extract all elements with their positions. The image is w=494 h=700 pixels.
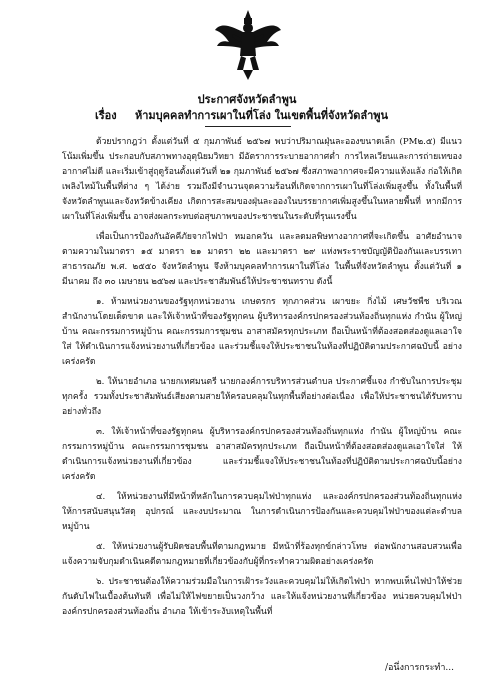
- subject-label: เรื่อง: [95, 109, 117, 122]
- paragraph-item-5: ๕. ให้หน่วยงานผู้รับผิดชอบพื้นที่ตามกฎหมาย มีหน้าที่ร้องทุกข์กล่าวโทษ ต่อพนักงานสอบสวนเพื่อแจ้งความจับกุมดำเนินคดีตามกฎหมายที่เกี่ยวข้องกับผู้ที่กระทำความผิดอย่างเคร่งครัด: [62, 542, 462, 567]
- paragraph-item-6: ๖. ประชาชนต้องให้ความร่วมมือในการเฝ้าระวังและควบคุมไม่ให้เกิดไฟป่า หากพบเห็นไฟป่าให้ช่วยกันดับไฟในเบื้องต้นทันที เพื่อไม่ให้ไฟขยายเป็นวงกว้าง และให้แจ้งหน่วยงานที่เกี่ยวข้อง หน่วยควบคุมไฟป่า องค์กรปกครองส่วนท้องถิ่น อำเภอ ให้เข้าระงับเหตุในพื้นที่: [62, 577, 462, 617]
- subject-text: ห้ามบุคคลทำการเผาในที่โล่ง ในเขตพื้นที่จังหวัดลำพูน: [135, 109, 389, 122]
- document-title: ประกาศจังหวัดลำพูน: [197, 93, 297, 106]
- continuation-note: /อนึ่งการกระทำ...: [384, 663, 454, 673]
- title-divider: [205, 126, 291, 127]
- document-body: [62, 135, 462, 625]
- paragraph-intro: ด้วยปรากฎว่า ตั้งแต่วันที่ ๕ กุมภาพันธ์ ๒๕๖๗ พบว่าปริมาณฝุ่นละอองขนาดเล็ก (PM๒.๕) มีแนวโน้มเพิ่มขึ้น ประกอบกับสภาพทางอุตุนิยมวิทยา มีอัตราการระบายอากาศต่ำ การไหลเวียนและการถ่ายเทของอากาศไม่ดี และเริ่มเข้าสู่ฤดูร้อนตั้งแต่วันที่ ๒๑ กุมภาพันธ์ ๒๕๖๗ ซึ่งสภาพอากาศจะมีความแห้งแล้ง ก่อให้เกิดเพลิงไหม้ในพื้นที่ต่าง ๆ ได้ง่าย รวมถึงมีจำนวนจุดความร้อนที่เกิดจากการเผาในที่โล่งเพิ่มสูงขึ้น ทั้งในพื้นที่จังหวัดลำพูนและจังหวัดข้างเคียง เกิดการสะสมของฝุ่นละอองในบรรยากาศเพิ่มสูงขึ้นในหลายพื้นที่ หากมีการเผาในที่โล่งเพิ่มขึ้น อาจส่งผลกระทบต่อสุขภาพของประชาชนในระดับที่รุนแรงขึ้น: [62, 137, 462, 222]
- garuda-emblem: [213, 8, 283, 82]
- paragraph-item-4: ๔. ให้หน่วยงานที่มีหน้าที่หลักในการควบคุมไฟป่าทุกแห่ง และองค์กรปกครองส่วนท้องถิ่นทุกแห่ง ให้การสนับสนุนวัสดุ อุปกรณ์ และงบประมาณ ในการดำเนินการป้องกันและควบคุมไฟป่าของแต่ละตำบลหมู่บ้าน: [62, 492, 462, 532]
- paragraph-item-2: ๒. ให้นายอำเภอ นายกเทศมนตรี นายกองค์การบริหารส่วนตำบล ประกาศชี้แจง กำชับในการประชุมทุกครั้ง รวมทั้งประชาสัมพันธ์เสียงตามสายให้ครอบคลุมในทุกพื้นที่อย่างต่อเนื่อง เพื่อให้ประชาชนได้รับทราบอย่างทั่วถึง: [62, 377, 462, 417]
- paragraph-authority: เพื่อเป็นการป้องกันอัคคีภัยจากไฟป่า หมอกควัน และลดมลพิษทางอากาศที่จะเกิดขึ้น อาศัยอำนาจตามความในมาตรา ๑๕ มาตรา ๒๑ มาตรา ๒๒ และมาตรา ๒๙ แห่งพระราชบัญญัติป้องกันและบรรเทาสาธารณภัย พ.ศ. ๒๕๕๐ จังหวัดลำพูน จึงห้ามบุคคลทำการเผาในที่โล่ง ในพื้นที่จังหวัดลำพูน ตั้งแต่วันที่ ๑ มีนาคม ถึง ๓๐ เมษายน ๒๕๖๗ และประชาสัมพันธ์ให้ประชาชนทราบ ดังนี้: [62, 232, 462, 287]
- subject-line: [95, 106, 465, 124]
- paragraph-item-1: ๑. ห้ามหน่วยงานของรัฐทุกหน่วยงาน เกษตรกร ทุกภาคส่วน เผาขยะ กิ่งไม้ เศษวัชพืช บริเวณสำนักงานโดยเด็ดขาด และให้เจ้าหน้าที่ของรัฐทุกคน ผู้บริหารองค์กรปกครองส่วนท้องถิ่นทุกแห่ง กำนัน ผู้ใหญ่บ้าน คณะกรรมการหมู่บ้าน คณะกรรมการชุมชน อาสาสมัครทุกประเภท ถือเป็นหน้าที่ต้องสอดส่องดูแลเอาใจใส่ ให้ดำเนินการแจ้งหน่วยงานที่เกี่ยวข้อง และร่วมชี้แจงให้ประชาชนในท้องที่ปฏิบัติตามประกาศฉบับนี้ อย่างเคร่งครัด: [62, 297, 462, 367]
- paragraph-item-3: ๓. ให้เจ้าหน้าที่ของรัฐทุกคน ผู้บริหารองค์กรปกครองส่วนท้องถิ่นทุกแห่ง กำนัน ผู้ใหญ่บ้าน คณะกรรมการหมู่บ้าน คณะกรรมการชุมชน อาสาสมัครทุกประเภท ถือเป็นหน้าที่ต้องสอดส่องดูแลเอาใจใส่ ให้ดำเนินการแจ้งหน่วยงานที่เกี่ยวข้อง และร่วมชี้แจงให้ประชาชนในท้องที่ปฏิบัติตามประกาศฉบับนี้อย่างเคร่งครัด: [62, 427, 462, 482]
